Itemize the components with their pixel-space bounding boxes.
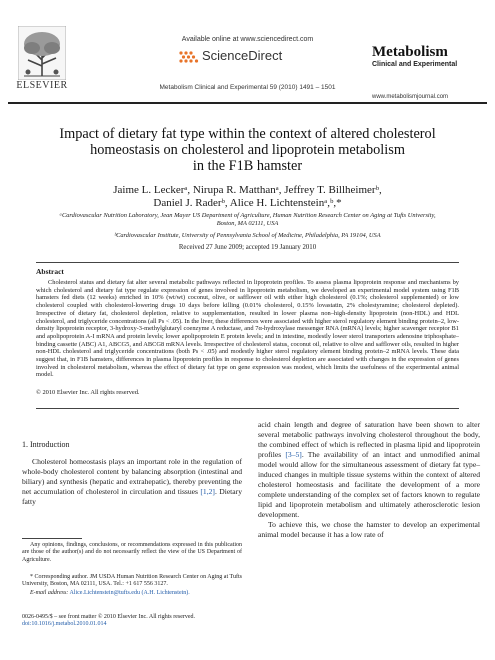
publisher-name: ELSEVIER	[16, 80, 68, 91]
section-heading: 1. Introduction	[22, 440, 70, 449]
affiliation-line: Boston, MA 02111, USA	[216, 220, 279, 227]
title-line: in the F1B hamster	[192, 158, 303, 174]
abstract-copyright: © 2010 Elsevier Inc. All rights reserved.	[36, 389, 140, 396]
intro-text: . Dietary fatty	[22, 487, 242, 506]
body-column-left	[22, 440, 242, 507]
intro-paragraph: To achieve this, we chose the hamster to develop an experimental animal model because it has a low rate of	[258, 520, 480, 539]
doi-link[interactable]: doi:10.1016/j.metabol.2010.01.014	[22, 621, 107, 628]
authors-line: Jaime L. Leckerᵃ, Nirupa R. Matthanᵃ, Jeffrey T. Billheimerᵇ,	[113, 184, 382, 196]
title-line: homeostasis on cholesterol and lipoprotein metabolism	[90, 142, 405, 158]
affiliation-b: ᵇCardiovascular Institute, University of Pennsylvania School of Medicine, Philadelphia, PA 19104, USA	[114, 232, 381, 239]
affiliation-line: ᵃCardiovascular Nutrition Laboratory, Jean Mayer US Department of Agriculture, Human Nutrition Research Center on Aging at Tufts University,	[59, 212, 436, 219]
footnote-disclaimer: Any opinions, findings, conclusions, or recommendations expressed in this publication are those of the author(s) and do not necessarily reflect the view of the US Department of Agriculture.	[22, 542, 242, 563]
abstract-heading: Abstract	[36, 267, 64, 276]
intro-paragraph	[22, 457, 242, 507]
authors-line: Daniel J. Raderᵇ, Alice H. Lichtensteinᵃ,ᵇ,*	[153, 197, 342, 209]
journal-brand-name: Metabolism	[372, 44, 448, 60]
footnote-email	[22, 590, 242, 597]
journal-citation: Metabolism Clinical and Experimental 59 (2010) 1491 – 1501	[159, 84, 336, 91]
citation-link[interactable]: [1,2]	[200, 487, 215, 496]
footnote-corresponding: * Corresponding author. JM USDA Human Nutrition Research Center on Aging at Tufts University, Boston, MA 02111, USA. Tel.: +1 617 556 3127.	[22, 574, 242, 588]
header-divider	[8, 102, 487, 104]
abstract-bottom-divider	[36, 408, 459, 409]
intro-text: Cholesterol homeostasis plays an important role in the regulation of whole-body cholesterol content by balancing absorption (intestinal and biliary) and synthesis (hepatic and extrahepatic), thereby preventing the net accumulation of cholesterol in circulation and tissues	[22, 457, 242, 496]
elsevier-tree-icon	[18, 26, 66, 80]
email-label: E-mail address:	[30, 590, 69, 596]
journal-url[interactable]: www.metabolismjournal.com	[372, 94, 449, 100]
elsevier-logo	[6, 12, 68, 91]
sciencedirect-logo-text: ScienceDirect	[202, 48, 283, 63]
footnote-divider	[22, 538, 82, 539]
abstract-top-divider	[36, 262, 459, 263]
intro-text: acid chain length and degree of saturation have been shown to alter several metabolic pathways involving cholesterol throughout the body, the combined effect of which is reflected in plasma lipid and lipoprotein profiles	[258, 420, 480, 459]
abstract-text: Cholesterol status and dietary fat alter several metabolic pathways reflected in lipoprotein profiles. To assess plasma lipoprotein response and mechanisms by which cholesterol and dietary fat type regulate expression of genes involved in lipoprotein metabolism, we developed an experimental model system using F1B hamsters fed diets (12 weeks) enriched in 10% (wt/wt) coconut, olive, or safflower oil with either high cholesterol (0.1%; cholesterol supplemented) or low cholesterol coupled with cholesterol-lowering drugs 10 days before killing (0.01% cholesterol, 0.15% lovastatin, 2% cholestyramine; cholesterol depleted). Irrespective of dietary fat, cholesterol depletion, relative to supplementation, resulted in lower plasma non–high-density lipoprotein (non-HDL) and HDL cholesterol, and triglyceride concentrations (all Ps < .05). In the liver, these differences were associated with higher sterol regulatory element binding protein–2, low-density lipoprotein receptor, 3-hydroxy-3-methylglutaryl coenzyme A reductase, and 7α-hydroxylase messenger RNA (mRNA) levels; higher scavenger receptor B1 and apolipoprotein A-I mRNA and protein levels; lower apolipoprotein E protein levels; and in intestine, modestly lower sterol transporters adenosine triphosphate–binding cassette (ABC) A1, ABCG5, and ABCG8 mRNA levels. Irrespective of cholesterol status, coconut oil, relative to olive and safflower oils, resulted in higher non-HDL cholesterol and triglyceride concentrations (both Ps < .05) and modestly higher sterol regulatory element binding protein–2 mRNA levels. These data suggest that, in F1B hamsters, differences in plasma lipoprotein profiles in response to cholesterol depletion are associated with changes in the expression of genes involved in cholesterol metabolism, whereas the effect of dietary fat type on gene expression was modest, which limits the usefulness of the experimental animal model.	[36, 279, 459, 379]
journal-header	[0, 0, 495, 104]
intro-paragraph	[258, 420, 480, 520]
sciencedirect-logo	[178, 48, 323, 66]
front-matter-note	[22, 614, 242, 629]
citation-link[interactable]: [3–5]	[285, 450, 302, 459]
body-column-right	[258, 420, 480, 540]
affiliation-a	[30, 212, 465, 228]
author-list	[30, 184, 465, 210]
email-link[interactable]: Alice.Lichtenstein@tufts.edu (A.H. Lichtenstein).	[69, 590, 190, 596]
title-line: Impact of dietary fat type within the context of altered cholesterol	[59, 126, 436, 142]
available-online-text: Available online at www.sciencedirect.com	[181, 36, 314, 43]
issn-line: 0026-0495/$ – see front matter © 2010 Elsevier Inc. All rights reserved.	[22, 614, 196, 620]
journal-brand-subtitle: Clinical and Experimental	[372, 61, 458, 68]
journal-brand	[372, 44, 490, 68]
intro-text: . The availability of an intact and unmodified animal model would allow for the simultaneous assessment of dietary fat type–induced changes in multiple tissue systems within the context of altered cholesterol homeostasis and facilitate the development of a more complete understanding of the complex set of factors known to regulate lipid and lipoprotein metabolism and ultimately atherosclerotic lesion development.	[258, 450, 480, 519]
received-dates: Received 27 June 2009; accepted 19 January 2010	[178, 244, 317, 251]
sciencedirect-dots-icon	[178, 50, 200, 64]
article-title	[30, 126, 465, 174]
